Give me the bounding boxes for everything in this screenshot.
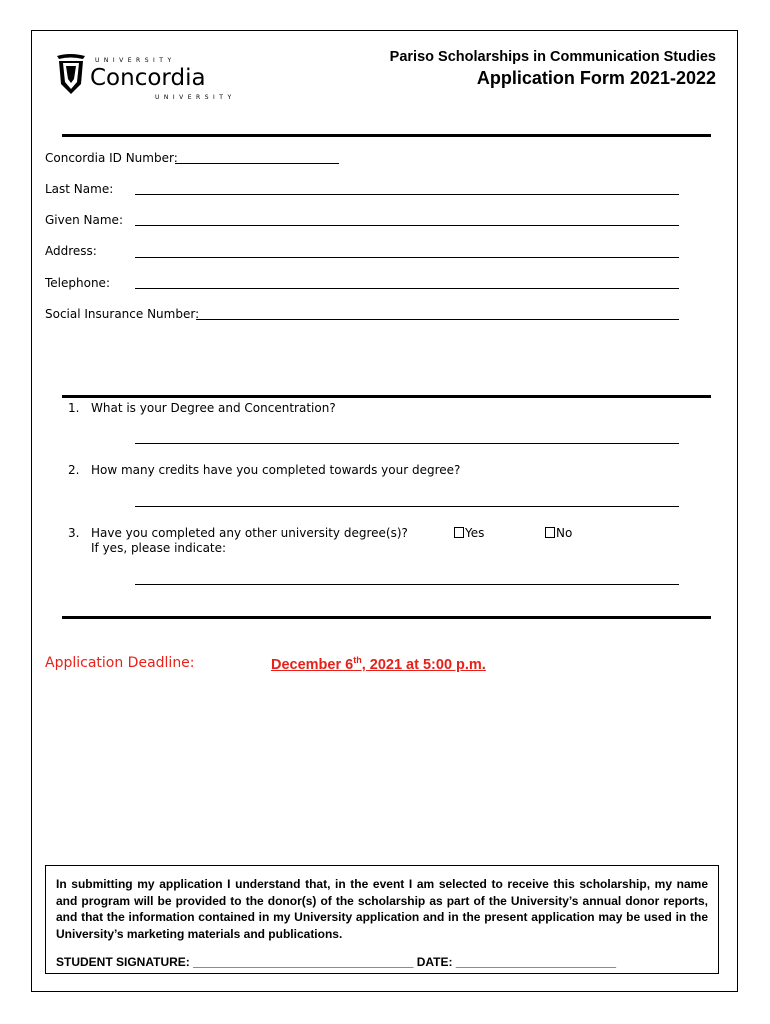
question-2-answer-field[interactable] [135,506,679,507]
deadline-label: Application Deadline: [45,655,195,671]
telephone-label: Telephone: [45,276,110,290]
address-field[interactable] [135,257,679,258]
sin-label: Social Insurance Number: [45,307,200,321]
question-3-subtext: If yes, please indicate: [91,541,227,555]
signature-row [56,954,708,971]
signature-label: STUDENT SIGNATURE: [56,955,190,969]
given-name-field[interactable] [135,225,679,226]
telephone-field[interactable] [135,288,679,289]
yes-option[interactable] [454,526,484,540]
question-2-text: How many credits have you completed towards your degree? [91,463,461,477]
id-number-field[interactable] [175,163,339,164]
no-checkbox[interactable] [545,527,555,538]
page-border [31,30,738,992]
question-3-number: 3. [68,526,80,540]
signature-field[interactable]: _________________________________ [193,955,414,969]
no-label: No [556,526,573,540]
divider-middle [62,395,711,398]
concordia-logo [53,50,243,105]
question-1-text: What is your Degree and Concentration? [91,401,336,415]
divider-top [62,134,711,137]
question-1-answer-field[interactable] [135,443,679,444]
date-field[interactable]: ________________________ [455,955,617,969]
given-name-label: Given Name: [45,213,123,227]
date-label: DATE: [416,955,453,969]
logo-name: Concordia [90,65,206,91]
yes-checkbox[interactable] [454,527,464,538]
consent-text: In submitting my application I understand that, in the event I am selected to receive this scholarship, my name and program will be provided to the donor(s) of the scholarship as part of the University’s annual donor reports, and that the information contained in my University application and in the present application may be used in the University’s marketing materials and publications. [56,877,708,941]
deadline-value: December 6th, 2021 at 5:00 p.m. [271,655,486,673]
no-option[interactable] [545,526,572,540]
question-3-answer-field[interactable] [135,584,679,585]
crest-icon [57,54,85,94]
logo-bottom-text: UNIVERSITY [155,94,236,101]
address-label: Address: [45,244,97,258]
question-1-number: 1. [68,401,80,415]
last-name-field[interactable] [135,194,679,195]
form-title: Pariso Scholarships in Communication Studies [389,49,716,65]
question-2-number: 2. [68,463,80,477]
question-3-text: Have you completed any other university degree(s)? [91,526,408,540]
consent-notice [45,865,719,974]
form-subtitle: Application Form 2021-2022 [476,68,716,88]
divider-bottom [62,616,711,619]
logo-top-text: UNIVERSITY [95,57,176,64]
yes-label: Yes [465,526,485,540]
sin-field[interactable] [196,319,679,320]
last-name-label: Last Name: [45,182,114,196]
id-number-label: Concordia ID Number: [45,151,178,165]
